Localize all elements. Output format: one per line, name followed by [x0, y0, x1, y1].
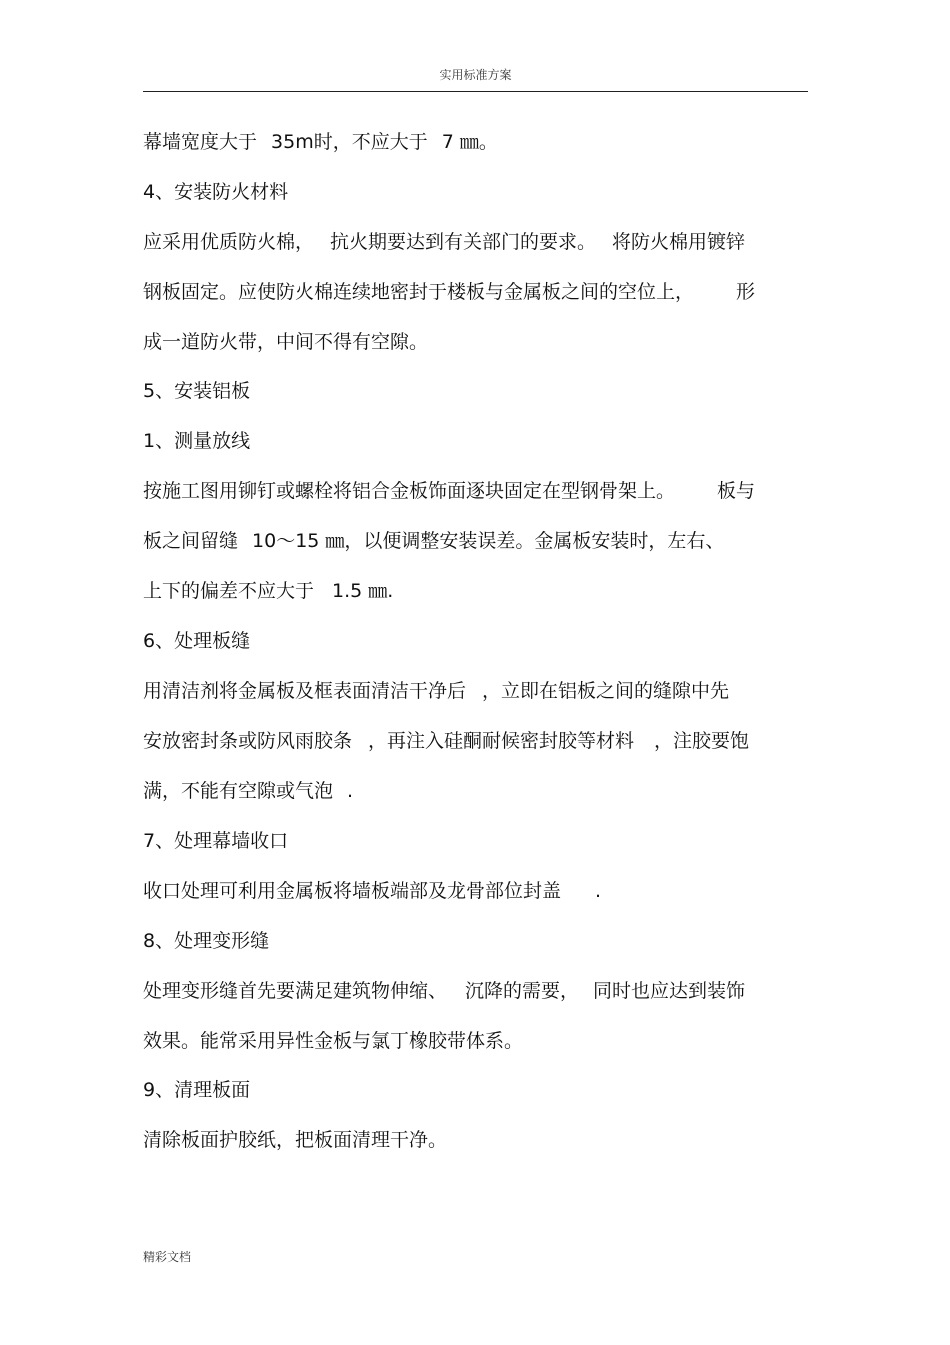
text-line	[143, 130, 498, 154]
text-segment: ，立即在铝板之间的缝隙中先	[482, 680, 730, 702]
text-segment: 8、处理变形缝	[143, 930, 270, 952]
text-line	[143, 679, 729, 703]
text-line	[143, 1128, 447, 1152]
text-line	[143, 280, 755, 304]
text-segment: 板与	[717, 480, 756, 502]
text-segment: 上下的偏差不应大于	[143, 580, 315, 602]
text-segment: 成一道防火带，中间不得有空隙。	[143, 331, 429, 353]
text-line	[143, 879, 601, 903]
text-segment: 5、安装铝板	[143, 380, 251, 402]
text-segment: 安放密封条或防风雨胶条	[143, 730, 353, 752]
text-segment: 35m时，不应大于	[271, 131, 428, 153]
text-segment: 板之间留缝	[143, 530, 239, 552]
text-line	[143, 779, 353, 803]
text-segment: 4、安装防火材料	[143, 181, 289, 203]
text-line	[143, 230, 745, 254]
text-segment: 10～15 ㎜，以便调整安装误差。金属板安装时，左右、	[252, 530, 725, 552]
text-segment: 按施工图用铆钉或螺栓将铝合金板饰面逐块固定在型钢骨架上。	[143, 480, 676, 502]
header-divider	[143, 91, 808, 92]
page-header: 实用标准方案	[439, 68, 512, 82]
text-segment: 幕墙宽度大于	[143, 131, 258, 153]
section-heading	[143, 1078, 250, 1102]
section-heading	[143, 180, 288, 204]
text-segment: 形	[736, 281, 756, 303]
text-line	[143, 729, 749, 753]
text-segment: .	[347, 780, 354, 802]
text-segment: 7、处理幕墙收口	[143, 830, 289, 852]
text-segment: 1.5 ㎜.	[332, 580, 394, 602]
text-segment: 7 ㎜。	[441, 131, 498, 153]
text-segment: 将防火棉用镀锌	[612, 231, 746, 253]
text-line	[143, 579, 393, 603]
text-segment: 同时也应达到装饰	[593, 980, 746, 1002]
text-segment: ，再注入硅酮耐候密封胶等材料	[368, 730, 635, 752]
text-segment: ，注胶要饱	[654, 730, 750, 752]
text-segment: 沉降的需要，	[465, 980, 580, 1002]
text-segment: 6、处理板缝	[143, 630, 251, 652]
text-segment: 清除板面护胶纸，把板面清理干净。	[143, 1129, 448, 1151]
text-line	[143, 479, 755, 503]
text-segment: 满，不能有空隙或气泡	[143, 780, 334, 802]
text-segment: 钢板固定。应使防火棉连续地密封于楼板与金属板之间的空位上，	[143, 281, 695, 303]
text-line	[143, 529, 724, 553]
text-segment: 效果。能常采用异性金板与氯丁橡胶带体系。	[143, 1030, 524, 1052]
section-heading	[143, 929, 269, 953]
text-segment: 收口处理可利用金属板将墙板端部及龙骨部位封盖	[143, 880, 562, 902]
text-segment: 用清洁剂将金属板及框表面清洁干净后	[143, 680, 467, 702]
text-segment: 处理变形缝首先要满足建筑物伸缩、	[143, 980, 448, 1002]
section-heading	[143, 629, 250, 653]
page-footer: 精彩文档	[143, 1250, 192, 1264]
section-heading	[143, 429, 250, 453]
section-heading	[143, 379, 250, 403]
text-segment: 9、清理板面	[143, 1079, 251, 1101]
text-segment: 抗火期要达到有关部门的要求。	[330, 231, 597, 253]
text-line	[143, 979, 745, 1003]
text-line	[143, 330, 428, 354]
text-segment: 应采用优质防火棉，	[143, 231, 315, 253]
section-heading	[143, 829, 288, 853]
text-segment: .	[595, 880, 602, 902]
text-line	[143, 1029, 523, 1053]
text-segment: 1、测量放线	[143, 430, 251, 452]
